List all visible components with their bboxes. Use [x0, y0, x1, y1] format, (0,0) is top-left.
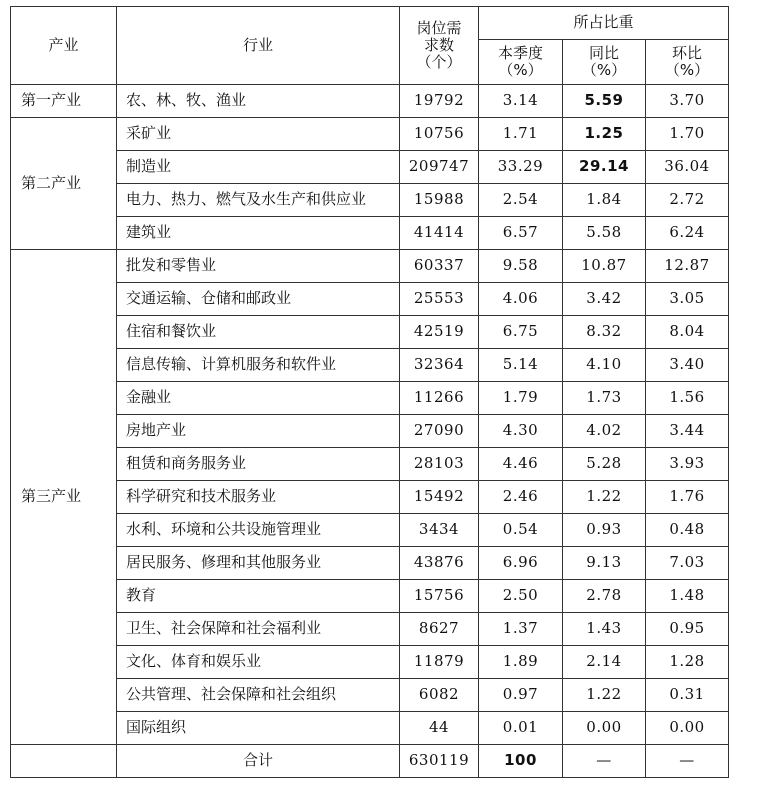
- qoq-cell: 3.70: [646, 85, 729, 118]
- yoy-cell: 5.58: [563, 217, 646, 250]
- table-row: [11, 217, 729, 250]
- table-row: [11, 118, 729, 151]
- table-row: [11, 316, 729, 349]
- table-row: [11, 283, 729, 316]
- qoq-cell: 6.24: [646, 217, 729, 250]
- qoq-cell: 0.48: [646, 514, 729, 547]
- industry-cell: 卫生、社会保障和社会福利业: [117, 613, 400, 646]
- demand-cell: 11266: [400, 382, 479, 415]
- header-demand: [400, 7, 479, 85]
- qoq-cell: 1.76: [646, 481, 729, 514]
- current-share-cell: 1.71: [479, 118, 563, 151]
- yoy-cell: 10.87: [563, 250, 646, 283]
- industry-cell: 居民服务、修理和其他服务业: [117, 547, 400, 580]
- current-share-cell: 5.14: [479, 349, 563, 382]
- current-share-cell: 3.14: [479, 85, 563, 118]
- header-demand-line3: （个）: [416, 53, 462, 72]
- demand-cell: 6082: [400, 679, 479, 712]
- industry-cell: 文化、体育和娱乐业: [117, 646, 400, 679]
- industry-cell: 制造业: [117, 151, 400, 184]
- demand-cell: 43876: [400, 547, 479, 580]
- yoy-cell: 1.22: [563, 481, 646, 514]
- current-share-cell: 4.30: [479, 415, 563, 448]
- yoy-cell: 2.78: [563, 580, 646, 613]
- industry-cell: 信息传输、计算机服务和软件业: [117, 349, 400, 382]
- table-row: [11, 382, 729, 415]
- table-row: [11, 679, 729, 712]
- job-demand-table: [10, 6, 729, 778]
- table-row: [11, 415, 729, 448]
- total-label: 合计: [117, 745, 400, 778]
- table-row: [11, 184, 729, 217]
- demand-cell: 28103: [400, 448, 479, 481]
- sector-tertiary: 第三产业: [11, 250, 117, 745]
- table-row: [11, 448, 729, 481]
- qoq-cell: 7.03: [646, 547, 729, 580]
- current-share-cell: 33.29: [479, 151, 563, 184]
- yoy-cell: 9.13: [563, 547, 646, 580]
- demand-cell: 44: [400, 712, 479, 745]
- current-share-cell: 2.50: [479, 580, 563, 613]
- demand-cell: 15756: [400, 580, 479, 613]
- yoy-cell: 1.22: [563, 679, 646, 712]
- header-demand-line1: 岗位需: [416, 18, 462, 37]
- header-current-line2: （%）: [498, 61, 543, 79]
- demand-cell: 25553: [400, 283, 479, 316]
- demand-cell: 27090: [400, 415, 479, 448]
- industry-cell: 国际组织: [117, 712, 400, 745]
- qoq-cell: 1.48: [646, 580, 729, 613]
- qoq-cell: 36.04: [646, 151, 729, 184]
- qoq-cell: 3.93: [646, 448, 729, 481]
- current-share-cell: 1.89: [479, 646, 563, 679]
- qoq-cell: 0.31: [646, 679, 729, 712]
- total-demand: 630119: [400, 745, 479, 778]
- header-current-quarter: [479, 40, 563, 85]
- current-share-cell: 0.54: [479, 514, 563, 547]
- current-share-cell: 0.97: [479, 679, 563, 712]
- qoq-cell: 0.95: [646, 613, 729, 646]
- demand-cell: 8627: [400, 613, 479, 646]
- total-qoq: —: [646, 745, 729, 778]
- header-qoq-line2: （%）: [664, 61, 710, 79]
- industry-cell: 交通运输、仓储和邮政业: [117, 283, 400, 316]
- current-share-cell: 9.58: [479, 250, 563, 283]
- current-share-cell: 2.54: [479, 184, 563, 217]
- demand-cell: 11879: [400, 646, 479, 679]
- total-row: [11, 745, 729, 778]
- header-demand-line2: 求数: [423, 35, 454, 54]
- current-share-cell: 2.46: [479, 481, 563, 514]
- table-row: [11, 646, 729, 679]
- yoy-cell: 0.93: [563, 514, 646, 547]
- header-share: 所占比重: [479, 7, 729, 40]
- table-row: [11, 547, 729, 580]
- table-row: [11, 151, 729, 184]
- current-share-cell: 6.57: [479, 217, 563, 250]
- industry-cell: 水利、环境和公共设施管理业: [117, 514, 400, 547]
- qoq-cell: 1.70: [646, 118, 729, 151]
- yoy-cell: 3.42: [563, 283, 646, 316]
- yoy-cell: 5.28: [563, 448, 646, 481]
- table-row: [11, 514, 729, 547]
- yoy-cell: 2.14: [563, 646, 646, 679]
- header-industry: 行业: [117, 7, 400, 85]
- industry-cell: 教育: [117, 580, 400, 613]
- total-sector-empty: [11, 745, 117, 778]
- header-current-line1: 本季度: [497, 43, 543, 62]
- total-yoy: —: [563, 745, 646, 778]
- industry-cell: 电力、热力、燃气及水生产和供应业: [117, 184, 400, 217]
- table-row: [11, 349, 729, 382]
- demand-cell: 3434: [400, 514, 479, 547]
- current-share-cell: 4.46: [479, 448, 563, 481]
- qoq-cell: 2.72: [646, 184, 729, 217]
- demand-cell: 41414: [400, 217, 479, 250]
- table-row: [11, 613, 729, 646]
- qoq-cell: 3.40: [646, 349, 729, 382]
- demand-cell: 209747: [400, 151, 479, 184]
- table-row: [11, 85, 729, 118]
- yoy-cell: 1.73: [563, 382, 646, 415]
- yoy-cell: 0.00: [563, 712, 646, 745]
- industry-cell: 农、林、牧、渔业: [117, 85, 400, 118]
- demand-cell: 60337: [400, 250, 479, 283]
- industry-cell: 租赁和商务服务业: [117, 448, 400, 481]
- demand-cell: 15492: [400, 481, 479, 514]
- industry-cell: 金融业: [117, 382, 400, 415]
- industry-cell: 建筑业: [117, 217, 400, 250]
- demand-cell: 15988: [400, 184, 479, 217]
- header-yoy-line2: （%）: [581, 61, 627, 79]
- header-yoy: [563, 40, 646, 85]
- yoy-cell: 1.43: [563, 613, 646, 646]
- current-share-cell: 4.06: [479, 283, 563, 316]
- sector-primary: 第一产业: [11, 85, 117, 118]
- table-row: [11, 481, 729, 514]
- qoq-cell: 1.56: [646, 382, 729, 415]
- yoy-cell: 29.14: [563, 151, 646, 184]
- demand-cell: 19792: [400, 85, 479, 118]
- demand-cell: 32364: [400, 349, 479, 382]
- header-qoq-line1: 环比: [672, 43, 703, 62]
- yoy-cell: 1.25: [563, 118, 646, 151]
- yoy-cell: 4.10: [563, 349, 646, 382]
- qoq-cell: 12.87: [646, 250, 729, 283]
- table-row: [11, 712, 729, 745]
- current-share-cell: 0.01: [479, 712, 563, 745]
- total-current-share: 100: [479, 745, 563, 778]
- qoq-cell: 1.28: [646, 646, 729, 679]
- sector-secondary: 第二产业: [11, 118, 117, 250]
- industry-cell: 住宿和餐饮业: [117, 316, 400, 349]
- yoy-cell: 5.59: [563, 85, 646, 118]
- industry-cell: 采矿业: [117, 118, 400, 151]
- qoq-cell: 0.00: [646, 712, 729, 745]
- header-sector: 产业: [11, 7, 117, 85]
- industry-cell: 批发和零售业: [117, 250, 400, 283]
- industry-cell: 科学研究和技术服务业: [117, 481, 400, 514]
- current-share-cell: 6.75: [479, 316, 563, 349]
- industry-cell: 公共管理、社会保障和社会组织: [117, 679, 400, 712]
- qoq-cell: 3.44: [646, 415, 729, 448]
- table-row: [11, 580, 729, 613]
- header-yoy-line1: 同比: [588, 43, 619, 62]
- qoq-cell: 3.05: [646, 283, 729, 316]
- current-share-cell: 1.37: [479, 613, 563, 646]
- current-share-cell: 1.79: [479, 382, 563, 415]
- yoy-cell: 1.84: [563, 184, 646, 217]
- current-share-cell: 6.96: [479, 547, 563, 580]
- header-qoq: [646, 40, 729, 85]
- demand-cell: 10756: [400, 118, 479, 151]
- qoq-cell: 8.04: [646, 316, 729, 349]
- table-row: [11, 250, 729, 283]
- demand-cell: 42519: [400, 316, 479, 349]
- industry-cell: 房地产业: [117, 415, 400, 448]
- yoy-cell: 4.02: [563, 415, 646, 448]
- yoy-cell: 8.32: [563, 316, 646, 349]
